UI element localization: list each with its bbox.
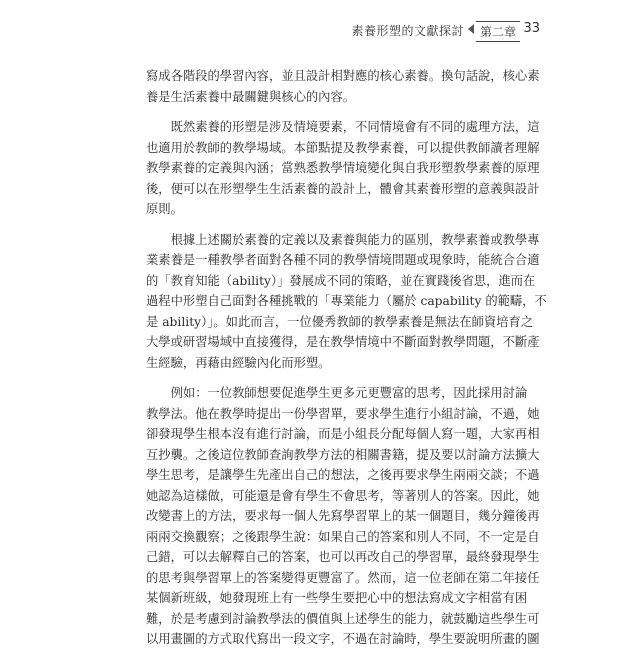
text-line: 某個新班級，她發現班上有一些學生要把心中的想法寫成文字相當有困 (146, 591, 528, 605)
text-line: 兩兩交換觀察；之後跟學生說：如果自己的答案和別人不同，不一定是自 (146, 529, 540, 544)
text-line: 例如：一位教師想要促進學生更多元更豐富的思考，因此採用討論 (146, 386, 528, 400)
text-line: 難，於是考慮到討論教學法的價值與上述學生的能力，就鼓勵這些學生可 (146, 611, 540, 626)
paragraph-gap (146, 220, 498, 230)
text-line: 改變書上的方法，要求每一個人先寫學習單上的某一個題目，幾分鐘後再 (146, 509, 540, 523)
text-line: 教學素養的定義與內涵；當熟悉教學情境變化與自我形塑教學素養的原理 (146, 161, 540, 175)
paragraph (146, 230, 547, 374)
text-line: 互抄襲。之後這位教師查詢教學方法的相關書籍，提及要以討論方法擴大 (146, 447, 540, 462)
text-line: 大學或研習場域中直接獲得，是在教學情境中不斷面對教學問題，不斷產 (146, 335, 540, 349)
page-number: 33 (523, 21, 540, 36)
text-line: 寫成各階段的學習內容，並且設計相對應的核心素養。換句話說，核心素 (146, 69, 540, 83)
text-line: 業素養是一種教學者面對各種不同的教學情境問題或現象時，能統合合適 (146, 253, 540, 267)
text-line: 的思考與學習單上的答案變得更豐富了。然而，這一位老師在第二年接任 (146, 570, 540, 585)
text-line: 養是生活素養中最關鍵與核心的內容。 (146, 89, 356, 104)
body-text (146, 66, 547, 650)
text-line: 生經驗，再藉由經驗內化而形塑。 (146, 355, 331, 370)
text-line: 既然素養的形塑是涉及情境要素，不同情境會有不同的處理方法，這 (146, 120, 540, 134)
text-line: 卻發現學生根本沒有進行討論，而是小組長分配每個人寫一題，大家再相 (146, 427, 540, 441)
text-line: 過程中形塑自己面對各種挑戰的「專業能力（屬於 capability 的範疇，不 (146, 294, 547, 308)
paragraph (146, 117, 540, 220)
text-line: 的「教育知能（ability）」發展成不同的策略，並在實踐後省思，進而在 (146, 273, 536, 288)
paragraph (146, 66, 540, 107)
text-line: 以用畫圖的方式取代寫出一段文字，不過在討論時，學生要說明所畫的圖 (146, 632, 540, 646)
chapter-title: 素養形塑的文獻探討 (351, 24, 464, 38)
text-line: 根據上述關於素養的定義以及素養與能力的區別，教學素養或教學專 (146, 232, 540, 247)
text-line: 她認為這樣做，可能還是會有學生不會思考，等著別人的答案。因此，她 (146, 488, 540, 503)
text-line: 也適用於教師的教學場域。本節點提及教學素養，可以提供教師讀者理解 (146, 140, 540, 155)
text-line: 原則。 (146, 202, 183, 216)
paragraph-gap (146, 107, 498, 117)
text-line: 己錯，可以去解釋自己的答案，也可以再改自己的學習單，最終發現學生 (146, 550, 540, 564)
paragraph-gap (146, 373, 498, 383)
running-header (0, 20, 640, 40)
text-line: 後，便可以在形塑學生生活素養的設計上，體會其素養形塑的意義與設計 (146, 181, 540, 196)
triangle-left-icon (468, 24, 474, 34)
paragraph (146, 383, 540, 650)
text-line: 教學法。他在教學時提出一份學習單，要求學生進行小組討論，不過，她 (146, 406, 540, 421)
text-line: 是 ability）」。如此而言，一位優秀教師的教學素養是無法在師資培育之 (146, 314, 534, 329)
chapter-label: 第二章 (476, 21, 520, 42)
text-line: 學生思考，是讓學生先產出自己的想法，之後再要求學生兩兩交談；不過 (146, 468, 540, 482)
